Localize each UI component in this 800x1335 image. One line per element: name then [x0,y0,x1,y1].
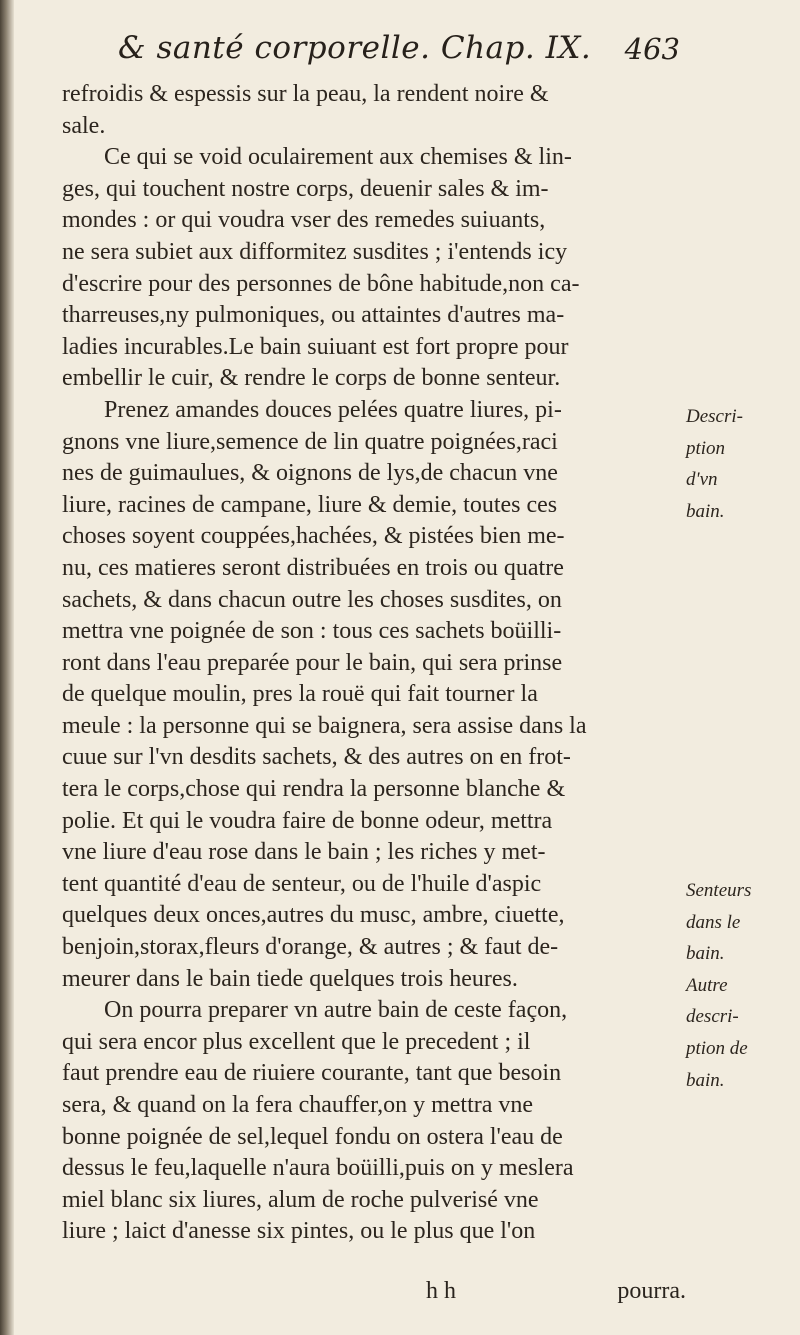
text-line: Prenez amandes douces pelées quatre liures, pi- [104,396,562,423]
text-line: liure, racines de campane, liure & demie, toutes ces [62,491,558,518]
text-line: bonne poignée de sel,lequel fondu on ostera l'eau de [62,1123,563,1150]
page-footer [420,1278,690,1318]
text-line: faut prendre eau de riuiere courante, tant que besoin [62,1060,562,1087]
margin-note-line: ption de [686,1037,748,1059]
text-line: sachets, & dans chacun outre les choses susdites, on [62,586,562,613]
text-line: ges, qui touchent nostre corps, deuenir sales & im- [62,175,549,202]
margin-note [686,970,796,1096]
margin-note-line: d'vn [686,469,718,491]
margin-note-line: bain. [686,500,725,522]
margin-note-line: bain. [686,1069,725,1091]
text-line: On pourra preparer vn autre bain de ceste façon, [104,997,568,1024]
text-line: refroidis & espessis sur la peau, la rendent noire & [62,81,549,107]
catchword: pourra. [617,1278,686,1304]
text-line: tent quantité d'eau de senteur, ou de l'huile d'aspic [62,870,542,897]
margin-note [686,875,796,970]
text-line: nes de guimaulues, & oignons de lys,de chacun vne [62,460,558,487]
text-line: de quelque moulin, pres la rouë qui fait tourner la [62,681,538,708]
text-line: meurer dans le bain tiede quelques trois heures. [62,965,518,992]
body-text [62,79,690,1248]
page-header [118,30,688,76]
page-number: 463 [624,32,680,66]
margin-note-line: dans le [686,911,741,933]
text-line: mettra vne poignée de son : tous ces sachets boüilli- [62,618,562,645]
margin-note-line: Senteurs [686,880,752,901]
text-line: choses soyent couppées,hachées, & pistées bien me- [62,523,565,550]
margin-note [686,401,796,527]
text-line: gnons vne liure,semence de lin quatre poignées,raci [62,428,558,455]
margin-note-line: Autre [686,974,728,996]
text-line: Ce qui se void oculairement aux chemises & lin- [104,144,572,171]
text-line: meule : la personne qui se baignera, sera assise dans la [62,712,587,739]
text-line: vne liure d'eau rose dans le bain ; les riches y met- [62,839,546,866]
margin-note-line: descri- [686,1006,739,1028]
margin-note-line: ption [686,437,726,459]
signature-mark: h h [426,1278,456,1304]
binding-gutter [0,0,14,1335]
text-line: tharreuses,ny pulmoniques, ou attaintes d'autres ma- [62,302,565,329]
margin-note-line: bain. [686,943,725,965]
text-line: qui sera encor plus excellent que le precedent ; il [62,1028,531,1055]
text-line: mondes : or qui voudra vser des remedes suiuants, [62,207,546,234]
text-line: sale. [62,112,106,139]
text-line: ront dans l'eau preparée pour le bain, qui sera prinse [62,649,563,676]
text-line: liure ; laict d'anesse six pintes, ou le plus que l'on [62,1218,536,1245]
margin-note-line: Descri- [686,406,743,427]
text-line: polie. Et qui le voudra faire de bonne odeur, mettra [62,807,553,834]
running-title: & santé corporelle. Chap. IX. [118,30,592,66]
text-line: nu, ces matieres seront distribuées en trois ou quatre [62,554,564,581]
text-line: dessus le feu,laquelle n'aura boüilli,puis on y meslera [62,1155,574,1182]
text-line: quelques deux onces,autres du musc, ambre, ciuette, [62,902,565,929]
text-line: tera le corps,chose qui rendra la personne blanche & [62,776,566,803]
text-line: ne sera subiet aux difformitez susdites ; i'entends icy [62,238,568,265]
text-line: cuue sur l'vn desdits sachets, & des autres on en frot- [62,744,571,771]
text-line: miel blanc six liures, alum de roche pulverisé vne [62,1186,539,1213]
text-line: sera, & quand on la fera chauffer,on y mettra vne [62,1092,534,1118]
text-line: ladies incurables.Le bain suiuant est fort propre pour [62,333,569,360]
text-line: benjoin,storax,fleurs d'orange, & autres ; & faut de- [62,934,559,961]
text-line: embellir le cuir, & rendre le corps de bonne senteur. [62,365,561,392]
text-line: d'escrire pour des personnes de bône habitude,non ca- [62,270,580,297]
